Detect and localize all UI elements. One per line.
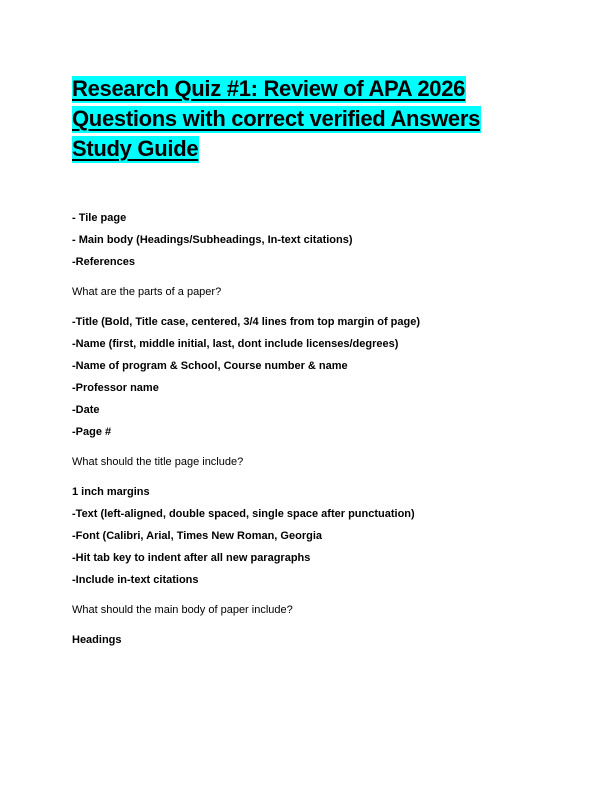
qa-section-title-page [72, 314, 542, 476]
answer-line: -References [72, 256, 135, 268]
answer-line: -Page # [72, 426, 112, 438]
answer-line: -Professor name [72, 382, 159, 394]
title-line-2: Questions with correct verified Answers [72, 106, 481, 131]
question-line: What should the title page include? [72, 456, 244, 468]
qa-section-main-body [72, 484, 542, 624]
question-line: What are the parts of a paper? [72, 286, 222, 298]
answer-line: -Text (left-aligned, double spaced, single space after punctuation) [72, 508, 415, 520]
answer-line: -Name (first, middle initial, last, dont include licenses/degrees) [72, 338, 399, 350]
question-line: What should the main body of paper include? [72, 604, 293, 616]
document-body [72, 210, 542, 654]
answer-line: 1 inch margins [72, 486, 150, 498]
answer-line: -Name of program & School, Course number & name [72, 360, 348, 372]
answer-line: -Title (Bold, Title case, centered, 3/4 lines from top margin of page) [72, 316, 420, 328]
answer-line: -Include in-text citations [72, 574, 199, 586]
title-line-3: Study Guide [72, 136, 199, 161]
answer-line: - Main body (Headings/Subheadings, In-text citations) [72, 234, 353, 246]
document-title [72, 74, 542, 164]
answer-line: -Hit tab key to indent after all new paragraphs [72, 552, 311, 564]
answer-line: -Font (Calibri, Arial, Times New Roman, Georgia [72, 530, 322, 542]
qa-section-headings [72, 632, 542, 654]
answer-line: - Tile page [72, 212, 127, 224]
answer-line: Headings [72, 634, 122, 646]
answer-line: -Date [72, 404, 100, 416]
title-line-1: Research Quiz #1: Review of APA 2026 [72, 76, 466, 101]
qa-section-parts-of-paper [72, 210, 542, 306]
